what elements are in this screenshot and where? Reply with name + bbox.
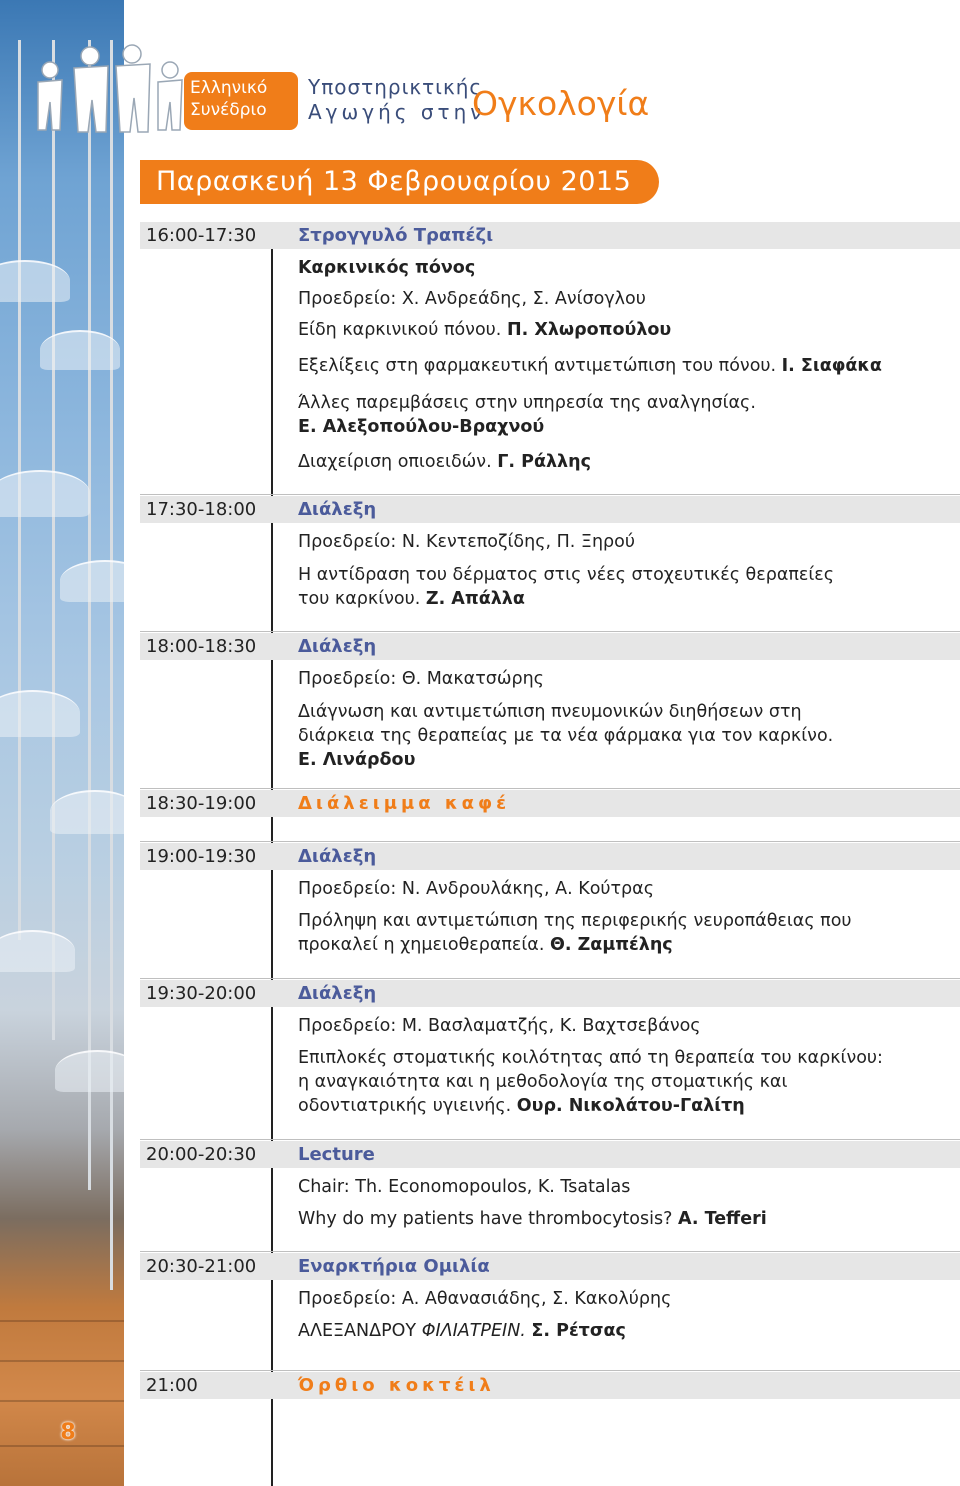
session-category: Διάλεξη xyxy=(298,846,377,867)
session-header-bar xyxy=(140,222,960,249)
photo-umbrella xyxy=(60,560,124,602)
talk-speaker: Ι. Σιαφάκα xyxy=(781,356,882,376)
chair-names: Ν. Ανδρουλάκης, Α. Κούτρας xyxy=(401,879,654,899)
session-separator xyxy=(140,788,960,789)
session-separator xyxy=(140,1251,960,1252)
session-time: 16:00-17:30 xyxy=(146,225,257,246)
photo-pole xyxy=(88,40,91,1190)
chair-label: Chair: xyxy=(298,1177,350,1197)
session-header-bar xyxy=(140,843,960,870)
session-chair xyxy=(298,1287,671,1311)
photo-paving xyxy=(0,1400,124,1402)
date-banner: Παρασκευή 13 Φεβρουαρίου 2015 xyxy=(140,160,659,204)
session-category: Διάλεξη xyxy=(298,983,377,1004)
conference-title-line-1: Υποστηρικτικής xyxy=(308,75,483,99)
photo-paving xyxy=(0,1360,124,1362)
session-time: 20:30-21:00 xyxy=(146,1256,257,1277)
talk-title: ΑΛΕΞΑΝΔΡΟΥ xyxy=(298,1321,417,1341)
session-time: 21:00 xyxy=(146,1375,198,1396)
talk-title: Είδη καρκινικού πόνου. xyxy=(298,320,502,340)
session-chair xyxy=(298,1014,701,1038)
session-separator xyxy=(140,978,960,979)
session-category: Lecture xyxy=(298,1144,375,1165)
photo-paving xyxy=(0,1445,124,1447)
photo-umbrella xyxy=(50,790,124,834)
talk-speaker: Σ. Ρέτσας xyxy=(531,1321,626,1341)
chair-label: Προεδρείο: xyxy=(298,1016,397,1036)
session-separator xyxy=(140,841,960,842)
session-category: Εναρκτήρια Ομιλία xyxy=(298,1256,490,1277)
badge-line-2: Συνέδριο xyxy=(190,100,267,120)
logo-badge xyxy=(184,72,298,130)
session-time: 19:30-20:00 xyxy=(146,983,257,1004)
talk-item xyxy=(298,1094,745,1118)
session-category: Όρθιο κοκτέιλ xyxy=(298,1375,495,1396)
talk-title: οδοντιατρικής υγιεινής. xyxy=(298,1096,512,1116)
talk-speaker: Π. Χλωροπούλου xyxy=(506,320,672,340)
session-category: Διάλεξη xyxy=(298,636,377,657)
talk-item xyxy=(298,354,882,378)
talk-title: Πρόληψη και αντιμετώπιση της περιφερικής νευροπάθειας που xyxy=(298,911,852,931)
session-header-bar xyxy=(140,496,960,523)
talk-title: Η αντίδραση του δέρματος στις νέες στοχευτικές θεραπείες xyxy=(298,565,834,585)
conference-title-main: Ογκολογία xyxy=(472,84,650,123)
chair-names: Ν. Κεντεποζίδης, Π. Ξηρού xyxy=(401,532,635,552)
session-time: 18:00-18:30 xyxy=(146,636,257,657)
photo-umbrella xyxy=(40,330,120,370)
chair-label: Προεδρείο: xyxy=(298,289,397,309)
photo-umbrella xyxy=(0,260,70,302)
photo-umbrella xyxy=(0,930,75,972)
session-category: Διάλεξη xyxy=(298,499,377,520)
badge-line-1: Ελληνικό xyxy=(190,78,268,98)
talk-speaker: Ουρ. Νικολάτου-Γαλίτη xyxy=(516,1096,745,1116)
session-chair xyxy=(298,877,654,901)
talk-title: Διαχείριση οπιοειδών. xyxy=(298,452,492,472)
session-chair xyxy=(298,287,646,311)
chair-names: Χ. Ανδρεάδης, Σ. Ανίσογλου xyxy=(401,289,646,309)
talk-title: Επιπλοκές στοματικής κοιλότητας από τη θεραπεία του καρκίνου: xyxy=(298,1048,883,1068)
session-chair xyxy=(298,530,635,554)
session-time: 18:30-19:00 xyxy=(146,793,257,814)
session-time: 19:00-19:30 xyxy=(146,846,257,867)
session-separator xyxy=(140,631,960,632)
session-header-bar xyxy=(140,790,960,817)
talk-speaker: Ζ. Απάλλα xyxy=(425,589,525,609)
photo-paving xyxy=(0,1320,124,1322)
talk-speaker: A. Tefferi xyxy=(677,1209,767,1229)
chair-names: Θ. Μακατσώρης xyxy=(401,669,544,689)
session-category: Στρογγυλό Τραπέζι xyxy=(298,225,494,246)
talk-item xyxy=(298,318,671,342)
talk-title: Άλλες παρεμβάσεις στην υπηρεσία της αναλγησίας. xyxy=(298,393,756,413)
talk-title: διάρκεια της θεραπείας με τα νέα φάρμακα για τον καρκίνο. xyxy=(298,726,834,746)
conference-logo-icon xyxy=(30,40,190,140)
photo-umbrella xyxy=(0,470,90,517)
session-header-bar xyxy=(140,980,960,1007)
chair-names: Th. Economopoulos, K. Tsatalas xyxy=(355,1177,631,1197)
talk-speaker: Ε. Αλεξοπούλου-Βραχνού xyxy=(298,417,545,437)
chair-label: Προεδρείο: xyxy=(298,879,397,899)
photo-pole xyxy=(52,40,55,1040)
talk-title: Εξελίξεις στη φαρμακευτική αντιμετώπιση του πόνου. xyxy=(298,356,777,376)
page-number: 8 xyxy=(60,1420,76,1445)
chair-label: Προεδρείο: xyxy=(298,532,397,552)
chair-names: Α. Αθανασιάδης, Σ. Κακολύρης xyxy=(401,1289,672,1309)
talk-title: Why do my patients have thrombocytosis? xyxy=(298,1209,673,1229)
session-separator xyxy=(140,1370,960,1371)
session-header-bar xyxy=(140,1141,960,1168)
talk-speaker: Γ. Ράλλης xyxy=(497,452,591,472)
session-chair xyxy=(298,1175,630,1199)
session-time: 20:00-20:30 xyxy=(146,1144,257,1165)
talk-title: Διάγνωση και αντιμετώπιση πνευμονικών διηθήσεων στη xyxy=(298,702,802,722)
talk-speaker: Θ. Ζαμπέλης xyxy=(549,935,673,955)
session-header-bar xyxy=(140,633,960,660)
session-subtitle: Καρκινικός πόνος xyxy=(298,258,476,278)
conference-title-line-2: Αγωγής στην xyxy=(308,100,486,124)
talk-item xyxy=(298,450,591,474)
talk-title: προκαλεί η χημειοθεραπεία. xyxy=(298,935,545,955)
photo-umbrella xyxy=(0,690,80,737)
chair-label: Προεδρείο: xyxy=(298,669,397,689)
talk-title-italic: ΦΙΛΙΑΤΡΕΙΝ. xyxy=(421,1321,526,1341)
photo-pole xyxy=(110,40,113,1290)
chair-label: Προεδρείο: xyxy=(298,1289,397,1309)
photo-umbrella xyxy=(55,1050,124,1092)
talk-item xyxy=(298,587,525,611)
session-time: 17:30-18:00 xyxy=(146,499,257,520)
session-category: Διάλειμμα καφέ xyxy=(298,793,511,814)
talk-speaker: Ε. Λινάρδου xyxy=(298,750,416,770)
talk-title: του καρκίνου. xyxy=(298,589,421,609)
talk-item xyxy=(298,933,673,957)
chair-names: Μ. Βασλαματζής, Κ. Βαχτσεβάνος xyxy=(401,1016,701,1036)
session-header-bar xyxy=(140,1253,960,1280)
session-separator xyxy=(140,494,960,495)
session-chair xyxy=(298,667,544,691)
talk-title: η αναγκαιότητα και η μεθοδολογία της στοματικής και xyxy=(298,1072,788,1092)
umbrellas-photo xyxy=(0,0,124,1486)
session-header-bar xyxy=(140,1372,960,1399)
talk-item xyxy=(298,1207,767,1231)
session-separator xyxy=(140,1139,960,1140)
talk-item xyxy=(298,1319,626,1343)
